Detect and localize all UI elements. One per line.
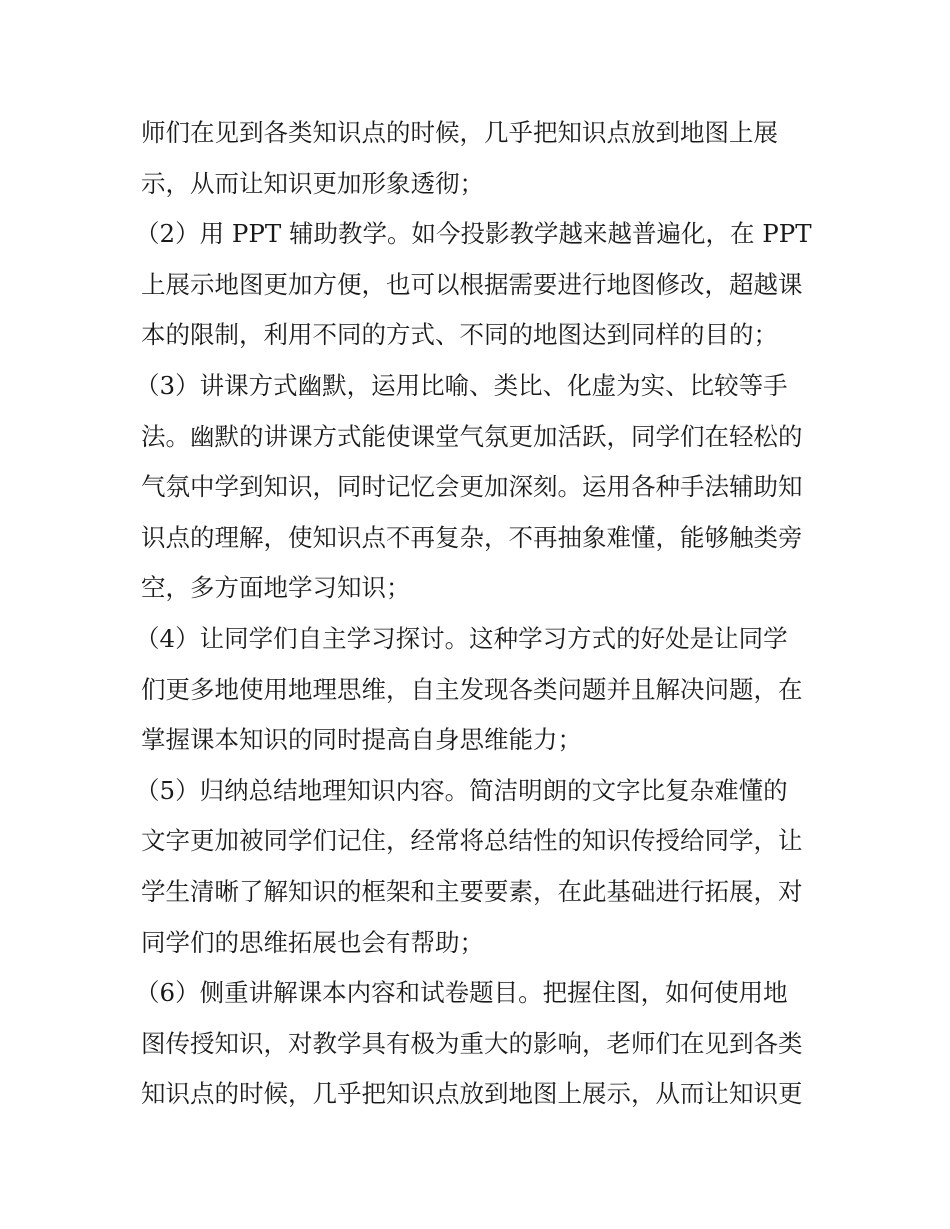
text-line: 学生清晰了解知识的框架和主要要素，在此基础进行拓展，对 xyxy=(141,876,803,906)
text-line: 图传授知识，对教学具有极为重大的影响，老师们在见到各类 xyxy=(141,1028,803,1058)
text-line: 掌握课本知识的同时提高自身思维能力； xyxy=(141,725,582,755)
text-line: 同学们的思维拓展也会有帮助； xyxy=(141,927,484,957)
text-line: 文字更加被同学们记住，经常将总结性的知识传授给同学，让 xyxy=(141,826,803,856)
text-line: 识点的理解，使知识点不再复杂，不再抽象难懂，能够触类旁 xyxy=(141,522,803,552)
text-line: 示，从而让知识更加形象透彻； xyxy=(141,168,484,198)
text-line: 们更多地使用地理思维，自主发现各类问题并且解决问题，在 xyxy=(141,674,803,704)
list-item-4-start: （4）让同学们自主学习探讨。这种学习方式的好处是让同学 xyxy=(135,623,788,653)
text-line: 本的限制，利用不同的方式、不同的地图达到同样的目的； xyxy=(141,320,778,350)
body-text xyxy=(135,108,821,1120)
text-line: 空，多方面地学习知识； xyxy=(141,573,411,603)
text-line: 师们在见到各类知识点的时候，几乎把知识点放到地图上展 xyxy=(141,118,778,147)
list-item-5-start: （5）归纳总结地理知识内容。简洁明朗的文字比复杂难懂的 xyxy=(135,775,788,805)
text-line: 法。幽默的讲课方式能使课堂气氛更加活跃，同学们在轻松的 xyxy=(141,421,803,451)
list-item-3-start: （3）讲课方式幽默，运用比喻、类比、化虚为实、比较等手 xyxy=(135,370,788,400)
text-line: 知识点的时候，几乎把知识点放到地图上展示，从而让知识更 xyxy=(141,1079,803,1109)
text-line: 上展示地图更加方便，也可以根据需要进行地图修改，超越课 xyxy=(141,269,803,299)
text-line: 气氛中学到知识，同时记忆会更加深刻。运用各种手法辅助知 xyxy=(141,472,803,502)
list-item-2-start: （2）用 PPT 辅助教学。如今投影教学越来越普遍化，在 PPT xyxy=(135,219,812,249)
list-item-6-start: （6）侧重讲解课本内容和试卷题目。把握住图，如何使用地 xyxy=(135,978,788,1008)
